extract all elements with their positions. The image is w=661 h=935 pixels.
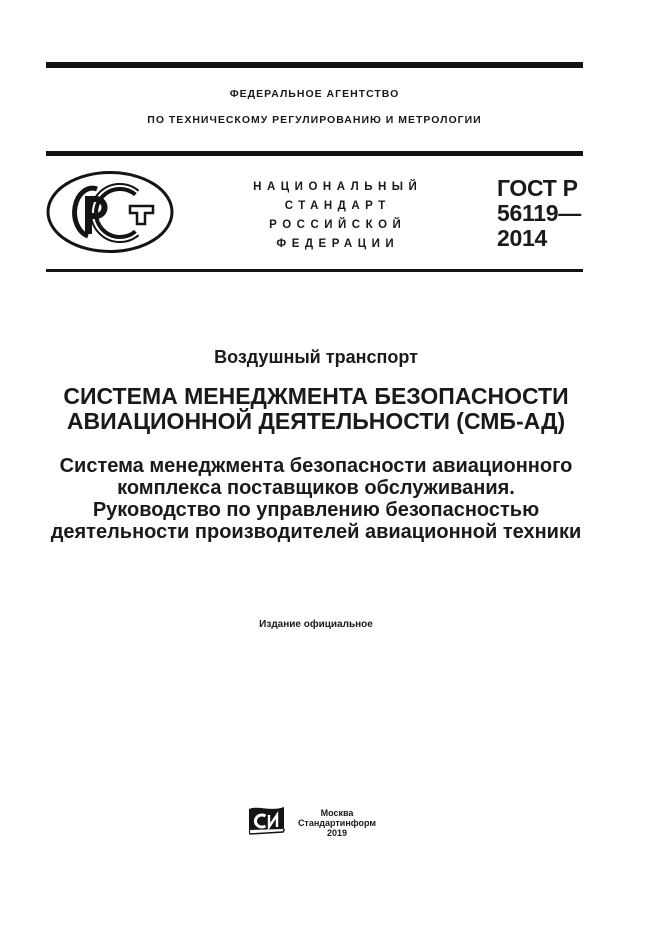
top-rule <box>46 62 583 68</box>
header-rule <box>46 151 583 156</box>
standartinform-logo-icon <box>249 806 286 836</box>
agency-line-1: ФЕДЕРАЛЬНОЕ АГЕНТСТВО <box>229 88 400 100</box>
main-title-line: СИСТЕМА МЕНЕДЖМЕНТА БЕЗОПАСНОСТИ <box>63 383 569 409</box>
designation-line: 56119— <box>497 200 581 226</box>
sub-title <box>46 455 586 543</box>
sub-title-line: деятельности производителей авиационной техники <box>50 521 582 543</box>
publisher-info <box>287 808 387 838</box>
publication-year: 2019 <box>326 828 348 838</box>
main-title <box>46 384 586 434</box>
standard-type-line: НАЦИОНАЛЬНЫЙ <box>253 181 423 193</box>
standard-type-line: РОССИЙСКОЙ <box>269 219 407 231</box>
field-heading: Воздушный транспорт <box>214 347 418 367</box>
main-title-line: АВИАЦИОННОЙ ДЕЯТЕЛЬНОСТИ (СМБ-АД) <box>66 408 566 434</box>
standard-type-line: ФЕДЕРАЦИИ <box>276 238 400 250</box>
standard-type <box>235 178 435 254</box>
designation-line: 2014 <box>497 225 547 251</box>
sub-title-line: комплекса поставщиков обслуживания. <box>117 477 515 499</box>
rst-gost-logo-icon <box>44 168 178 260</box>
standard-designation <box>497 176 581 251</box>
sub-title-line: Руководство по управлению безопасностью <box>92 499 540 521</box>
agency-line-2: ПО ТЕХНИЧЕСКОМУ РЕГУЛИРОВАНИЮ И МЕТРОЛОГИИ <box>147 114 482 126</box>
publisher-city: Москва <box>320 808 354 818</box>
standard-type-line: СТАНДАРТ <box>284 200 391 212</box>
edition-label: Издание официальное <box>259 619 373 630</box>
publisher-name: Стандартинформ <box>297 818 377 828</box>
block-bottom-rule <box>46 269 583 272</box>
agency-header <box>46 81 583 133</box>
sub-title-line: Система менеджмента безопасности авиационного <box>59 455 573 477</box>
designation-line: ГОСТ Р <box>497 175 578 201</box>
